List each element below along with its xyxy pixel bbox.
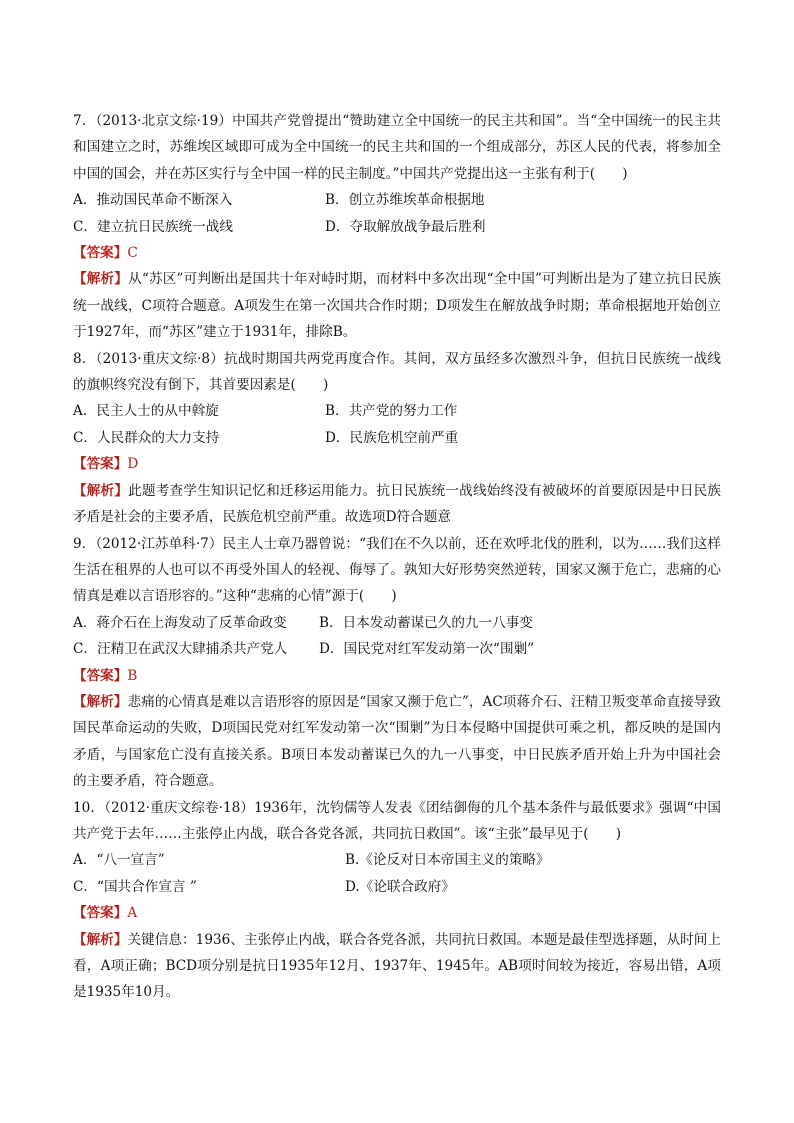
answer-label: 【答案】	[73, 245, 128, 262]
option-b: B.《论反对日本帝国主义的策略》	[345, 852, 550, 869]
question-8-options-row-1	[73, 398, 721, 424]
answer-value: C	[127, 245, 138, 262]
question-10-stem: 10．（2012·重庆文综卷·18）1936年，沈钧儒等人发表《团结御侮的几个基本条件与最低要求》强调“中国共产党于去年……主张停止内战，联合各党各派，共同抗日救国”。该“主张”最早见于( )	[73, 799, 721, 842]
option-d: D．国民党对红军发动第一次“围剿”	[319, 641, 535, 658]
option-a: A．民主人士的从中斡旋	[73, 403, 219, 420]
question-8-analysis	[73, 478, 721, 531]
option-a: A．蒋介石在上海发动了反革命政变	[73, 614, 287, 631]
option-c: C．人民群众的大力支持	[73, 429, 220, 446]
answer-label: 【答案】	[73, 905, 128, 922]
question-9-answer	[73, 663, 721, 689]
option-c: C．“国共合作宣言 ”	[73, 878, 197, 895]
option-c: C．汪精卫在武汉大肆捕杀共产党人	[73, 641, 288, 658]
option-a: A．推动国民革命不断深入	[73, 192, 233, 209]
question-10-analysis	[73, 927, 721, 1006]
question-8-answer	[73, 451, 721, 477]
analysis-text: 关键信息：1936、主张停止内战，联合各党各派，共同抗日救国。本题是最佳型选择题，从时间上看，A项正确；BCD项分别是抗日1935年12月、1937年、1945年。AB项时间较为接近，容易出错，A项是1935年10月。	[73, 931, 722, 1001]
question-9-options-row-1	[73, 610, 721, 636]
option-d: D．夺取解放战争最后胜利	[325, 218, 486, 235]
analysis-text: 此题考查学生知识记忆和迁移运用能力。抗日民族统一战线始终没有被破坏的首要原因是中日民族矛盾是社会的主要矛盾，民族危机空前严重。故选项D符合题意	[73, 482, 722, 526]
option-b: B．创立苏维埃革命根据地	[325, 192, 485, 209]
analysis-text: 悲痛的心情真是难以言语形容的原因是“国家又濒于危亡”，AC项蒋介石、汪精卫叛变革命直接导致国民革命运动的失败，D项国民党对红军发动第一次“围剿”为日本侵略中国提供可乘之机，都反映的是国内矛盾，与国家危亡没有直接关系。B项日本发动蓄谋已久的九一八事变，中日民族矛盾开始上升为中国社会的主要矛盾，符合题意。	[73, 693, 721, 790]
question-10-answer	[73, 900, 721, 926]
answer-value: A	[127, 905, 138, 922]
question-sheet	[73, 108, 721, 1006]
answer-label: 【答案】	[73, 456, 128, 473]
question-8-options-row-2	[73, 425, 721, 451]
answer-label: 【答案】	[73, 667, 128, 684]
question-10-options-row-1	[73, 847, 721, 873]
analysis-label: 【解析】	[73, 931, 128, 948]
question-10-options-row-2	[73, 874, 721, 900]
question-9-stem: 9．（2012·江苏单科·7）民主人士章乃器曾说：“我们在不久以前，还在欢呼北伐的胜利，以为……我们这样生活在租界的人也可以不再受外国人的轻视、侮辱了。孰知大好形势突然逆转，国家又濒于危亡，悲痛的心情真是难以言语形容的。”这种“悲痛的心情”源于( )	[73, 535, 721, 605]
option-b: B．共产党的努力工作	[325, 403, 458, 420]
question-7-answer	[73, 240, 721, 266]
option-d: D.《论联合政府》	[345, 878, 455, 895]
analysis-text: 从“苏区”可判断出是国共十年对峙时期，而材料中多次出现“全中国”可判断出是为了建立抗日民族统一战线，C项符合题意。A项发生在第一次国共合作时期；D项发生在解放战争时期；革命根据地开始创立于1927年，而“苏区”建立于1931年，排除B。	[73, 271, 722, 341]
analysis-label: 【解析】	[73, 271, 129, 288]
option-b: B．日本发动蓄谋已久的九一八事变	[319, 614, 533, 631]
analysis-label: 【解析】	[73, 482, 129, 499]
answer-value: D	[127, 456, 139, 473]
question-8-stem: 8．（2013·重庆文综·8）抗战时期国共两党再度合作。其间，双方虽经多次激烈斗争，但抗日民族统一战线的旗帜终究没有倒下，其首要因素是( )	[73, 350, 721, 394]
question-7-options-row-1	[73, 187, 721, 213]
option-a: A．“八一宣言”	[73, 852, 165, 869]
answer-value: B	[127, 667, 138, 684]
question-7-stem: 7．（2013·北京文综·19）中国共产党曾提出“赞助建立全中国统一的民主共和国”。当“全中国统一的民主共和国建立之时，苏维埃区域即可成为全中国统一的民主共和国的一个组成部分，苏区人民的代表，将参加全中国的国会，并在苏区实行与全中国一样的民主制度。”中国共产党提出这一主张有利于( )	[73, 113, 721, 182]
option-c: C．建立抗日民族统一战线	[73, 218, 233, 235]
question-9-options-row-2	[73, 636, 721, 662]
question-7-options-row-2	[73, 214, 721, 240]
question-7-analysis	[73, 266, 721, 345]
analysis-label: 【解析】	[73, 693, 128, 710]
option-d: D．民族危机空前严重	[325, 429, 459, 446]
question-9-analysis	[73, 689, 721, 795]
